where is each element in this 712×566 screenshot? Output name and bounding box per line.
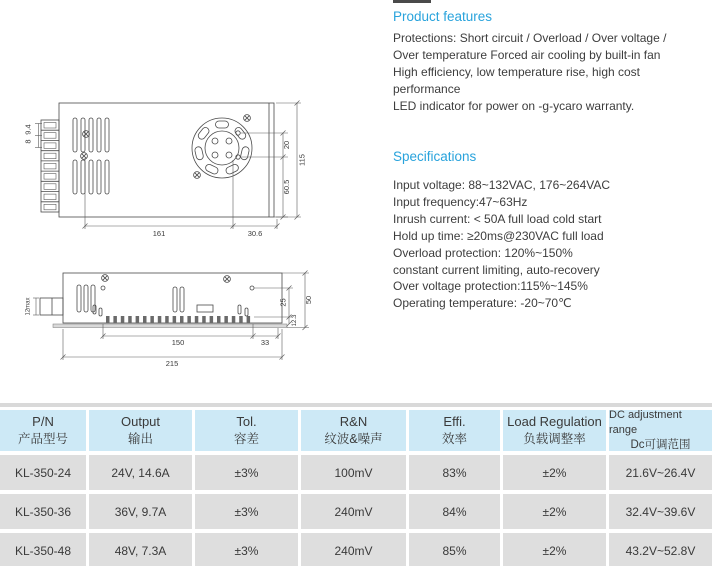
table-cell-tolerance: ±3%	[195, 494, 298, 529]
dim-215: 215	[165, 359, 179, 368]
dim-33: 33	[260, 338, 270, 347]
output-connector-icon	[40, 298, 63, 315]
table-cell-efficiency: 83%	[409, 455, 500, 490]
dim-12max: 12max	[25, 297, 32, 316]
spec-line: Hold up time: ≥20ms@230VAC full load	[393, 228, 604, 243]
feature-line: performance	[393, 82, 461, 96]
table-top-strip	[0, 403, 712, 407]
table-cell-load-regulation: ±2%	[503, 533, 606, 566]
table-cell-dc-range: 43.2V~52.8V	[609, 533, 712, 566]
product-features-title: Product features	[393, 9, 493, 24]
feature-line: Over temperature Forced air cooling by built-in fan	[393, 48, 661, 62]
dim-161: 161	[152, 229, 166, 238]
table-cell-efficiency: 84%	[409, 494, 500, 529]
table-cell-tolerance: ±3%	[195, 455, 298, 490]
dimension-lines	[35, 101, 301, 230]
table-cell-pn: KL-350-48	[0, 533, 86, 566]
spec-line: Input frequency:47~63Hz	[393, 194, 528, 209]
fan-icon	[192, 118, 252, 178]
spec-line: constant current limiting, auto-recovery	[393, 262, 600, 277]
model-spec-table	[0, 403, 712, 566]
spec-line: Over voltage protection:115%~145%	[393, 279, 588, 294]
spec-line: Inrush current: < 50A full load cold start	[393, 211, 602, 226]
dim-50: 50	[304, 295, 313, 305]
dim-12-3: 12.3	[292, 314, 298, 327]
column-header-efficiency: Effi. 效率	[409, 410, 500, 451]
spec-line: Input voltage: 88~132VAC, 176~264VAC	[393, 178, 611, 192]
dim-25: 25	[278, 298, 288, 307]
spec-line: Overload protection: 120%~150%	[393, 245, 573, 260]
table-cell-load-regulation: ±2%	[503, 494, 606, 529]
screw-icons	[81, 115, 251, 179]
column-header-pn: P/N 产品型号	[0, 410, 86, 451]
column-header-ripple-noise: R&N 纹波&噪声	[301, 410, 406, 451]
table-cell-efficiency: 85%	[409, 533, 500, 566]
dim-20: 20	[282, 140, 291, 150]
table-cell-dc-range: 21.6V~26.4V	[609, 455, 712, 490]
dim-8: 8	[23, 139, 33, 144]
chassis-side-outline	[63, 273, 282, 323]
table-cell-output: 36V, 9.7A	[89, 494, 192, 529]
column-header-output: Output 输出	[89, 410, 192, 451]
top-view-drawing	[0, 90, 390, 252]
table-cell-ripple: 100mV	[301, 455, 406, 490]
table-cell-output: 24V, 14.6A	[89, 455, 192, 490]
table-cell-dc-range: 32.4V~39.6V	[609, 494, 712, 529]
product-features-section	[393, 8, 712, 115]
side-screw-icons	[101, 275, 254, 290]
terminal-block-icon	[41, 120, 59, 212]
table-cell-pn: KL-350-36	[0, 494, 86, 529]
column-header-tolerance: Tol. 容差	[195, 410, 298, 451]
cropped-edge-mark	[393, 0, 431, 3]
dim-30-6: 30.6	[247, 229, 263, 238]
spec-line: Operating temperature: -20~70℃	[393, 296, 572, 311]
table-cell-load-regulation: ±2%	[503, 455, 606, 490]
table-cell-ripple: 240mV	[301, 494, 406, 529]
feature-line: Protections: Short circuit / Overload / Over voltage /	[393, 31, 667, 45]
table-cell-output: 48V, 7.3A	[89, 533, 192, 566]
dim-150: 150	[171, 338, 185, 347]
table-cell-ripple: 240mV	[301, 533, 406, 566]
dim-60-5: 60.5	[282, 179, 291, 195]
feature-line: LED indicator for power on -g-ycaro warranty.	[393, 99, 635, 113]
column-header-load-regulation: Load Regulation 负载调整率	[503, 410, 606, 451]
specifications-title: Specifications	[393, 149, 477, 164]
vent-slots-top	[73, 118, 109, 194]
specifications-section	[393, 148, 712, 312]
table-cell-pn: KL-350-24	[0, 455, 86, 490]
dim-9-4: 9.4	[23, 124, 33, 135]
base-plate	[53, 324, 287, 328]
feature-line: High efficiency, low temperature rise, high cost	[393, 65, 641, 79]
dim-115: 115	[297, 154, 307, 166]
column-header-dc-adjustment-range: DC adjustment range Dc可调范围	[609, 410, 712, 451]
table-cell-tolerance: ±3%	[195, 533, 298, 566]
side-view-drawing	[0, 250, 390, 376]
